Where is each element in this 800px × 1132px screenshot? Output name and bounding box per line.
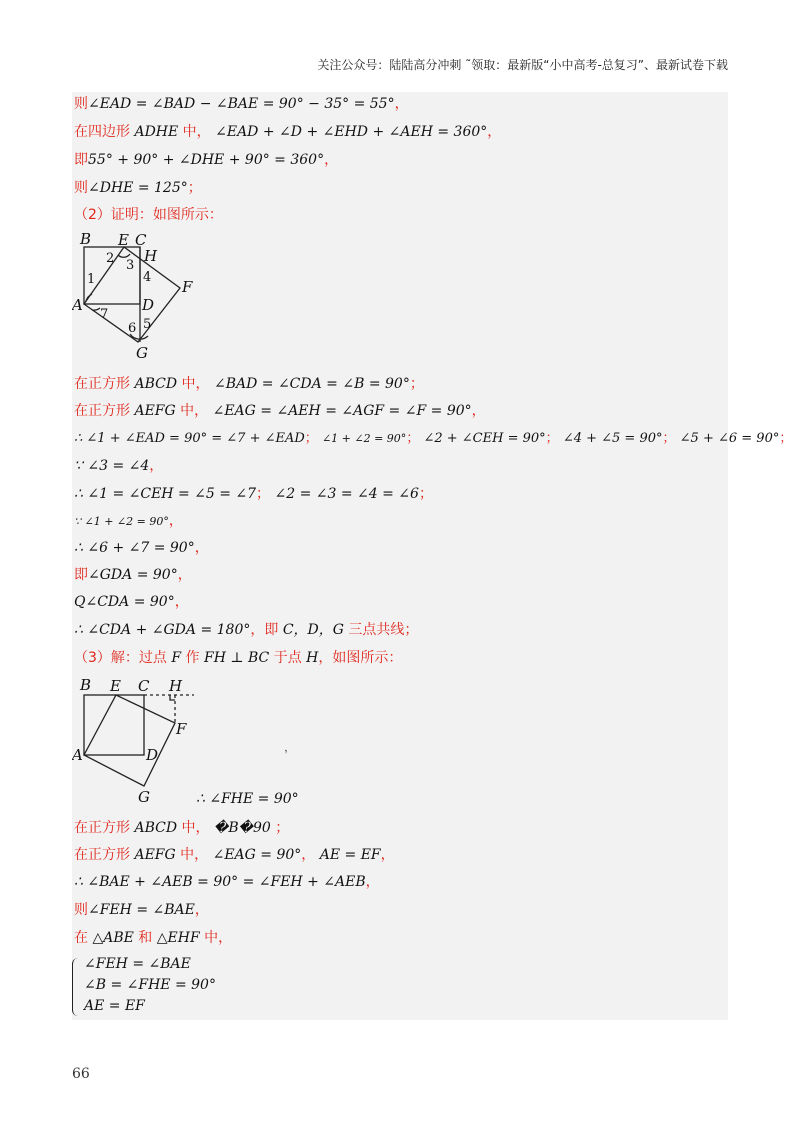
solution-line — [74, 900, 209, 920]
solution-line — [74, 122, 501, 142]
system-line: ∠FEH = ∠BAE — [84, 956, 191, 972]
solution-line — [74, 374, 424, 394]
text: ， — [194, 902, 209, 918]
label-e: E — [110, 677, 121, 695]
solution-line — [196, 789, 299, 809]
text: ， — [301, 847, 316, 863]
text: ， — [168, 513, 183, 529]
formula: ∴ ∠6 + ∠7 = 90° — [74, 540, 195, 556]
text: ； — [662, 431, 676, 446]
label-h: H — [144, 247, 158, 265]
text: 在正方形 — [74, 847, 130, 863]
label-f: F — [176, 720, 187, 738]
solution-line — [74, 429, 792, 449]
text: 中， — [180, 403, 209, 419]
formula: FH ⊥ BC — [204, 650, 270, 666]
text: ， — [394, 96, 409, 112]
text: （3）解：过点 — [74, 650, 167, 666]
formula: ∠5 + ∠6 = 90° — [679, 431, 780, 446]
solution-line — [74, 484, 433, 504]
text: ， — [177, 567, 192, 583]
formula: ∴ ∠1 + ∠EAD = 90° = ∠7 + ∠EAD — [74, 431, 305, 446]
solution-line — [74, 456, 163, 476]
system-brace — [72, 958, 79, 1016]
text: ， — [194, 540, 209, 556]
label-b: B — [80, 676, 92, 694]
text: ， — [324, 152, 339, 168]
text: 在四边形 — [74, 124, 130, 140]
solution-line — [74, 150, 338, 170]
formula: ABCD — [134, 820, 178, 836]
formula: △EHF — [156, 930, 200, 946]
formula: ∠BAD = ∠CDA = ∠B = 90° — [213, 376, 410, 392]
formula: AEFG — [134, 403, 176, 419]
formula: ∠GDA = 90° — [88, 567, 178, 583]
text: ，即 — [250, 622, 279, 638]
text: ， — [365, 874, 380, 890]
text: 在正方形 — [74, 376, 130, 392]
label-f: F — [182, 278, 193, 296]
text: 则 — [74, 96, 88, 112]
text: ， — [149, 458, 164, 474]
text: 则 — [74, 902, 88, 918]
text: ； — [187, 180, 202, 196]
formula: ∵ ∠1 + ∠2 = 90° — [74, 515, 169, 528]
formula: ∴ ∠1 = ∠CEH = ∠5 = ∠7 — [74, 486, 257, 502]
angle-4: 4 — [143, 270, 152, 285]
solution-line — [74, 620, 418, 640]
solution-line — [74, 401, 486, 421]
formula: ∴ ∠FHE = 90° — [196, 791, 299, 807]
system-line: AE = EF — [84, 998, 145, 1014]
solution-line — [74, 818, 289, 838]
part-3-heading — [74, 648, 402, 668]
system-line: ∠B = ∠FHE = 90° — [84, 977, 216, 993]
label-d: D — [146, 746, 159, 764]
stray-mark: ， — [284, 740, 297, 754]
angle-arc — [92, 308, 100, 310]
text: 中， — [182, 124, 211, 140]
proof-figure-2 — [72, 676, 202, 808]
label-d: D — [142, 296, 155, 314]
formula: C，D，G — [282, 622, 344, 638]
text: ； — [409, 376, 424, 392]
formula: ADHE — [134, 124, 179, 140]
text: ； — [256, 486, 271, 502]
text: ， — [380, 847, 395, 863]
label-c: C — [135, 231, 147, 249]
formula: ∠2 + ∠CEH = 90° — [423, 431, 546, 446]
text: ； — [275, 820, 290, 836]
label-g: G — [138, 788, 150, 806]
text: 即 — [74, 152, 88, 168]
label-a: A — [72, 746, 83, 764]
text: 中， — [180, 847, 209, 863]
solution-line — [74, 845, 395, 865]
label-b: B — [80, 230, 92, 248]
formula: 55° + 90° + ∠DHE + 90° = 360° — [88, 152, 325, 168]
text: ； — [779, 431, 793, 446]
solution-line — [74, 592, 189, 612]
formula: H — [306, 650, 319, 666]
solution-line — [74, 511, 183, 532]
label-h: H — [169, 677, 183, 695]
proof-figure-1 — [72, 228, 212, 366]
formula: ∠EAG = ∠AEH = ∠AGF = ∠F = 90° — [212, 403, 472, 419]
formula: ∵ ∠3 = ∠4 — [74, 458, 150, 474]
text: ； — [545, 431, 559, 446]
text: 于点 — [273, 650, 302, 666]
formula: ∠1 + ∠2 = 90° — [321, 432, 407, 445]
solution-line — [74, 178, 202, 198]
text: 三点共线； — [348, 622, 419, 638]
formula: ∴ ∠BAE + ∠AEB = 90° = ∠FEH + ∠AEB — [74, 874, 366, 890]
formula: AE = EF — [319, 847, 381, 863]
formula: ∠2 = ∠3 = ∠4 = ∠6 — [274, 486, 419, 502]
formula: ∠FEH = ∠BAE — [88, 902, 195, 918]
solution-line — [74, 565, 192, 585]
formula: F — [171, 650, 182, 666]
text: ； — [304, 431, 318, 446]
text: ，如图所示： — [318, 650, 403, 666]
angle-arc — [118, 254, 130, 257]
text: 中， — [181, 820, 210, 836]
text: 则 — [74, 180, 88, 196]
text: 中， — [204, 930, 233, 946]
text: 中， — [181, 376, 210, 392]
text: ， — [487, 124, 502, 140]
angle-2: 2 — [106, 251, 115, 266]
text: 即 — [74, 567, 88, 583]
label-a: A — [72, 296, 83, 314]
formula: ∠4 + ∠5 = 90° — [562, 431, 663, 446]
formula: �B�90 — [213, 820, 271, 836]
solution-line — [74, 538, 209, 558]
solution-line — [74, 928, 232, 948]
formula: ABCD — [134, 376, 178, 392]
text: 在正方形 — [74, 403, 130, 419]
angle-5: 5 — [143, 317, 152, 332]
label-c: C — [138, 677, 150, 695]
page-header: 关注公众号：陆陆高分冲刺 ˜领取：最新版“小中高考-总复习”、最新试卷下载 — [317, 58, 728, 72]
text: 在 — [74, 930, 88, 946]
text: ； — [406, 431, 420, 446]
formula: △ABE — [92, 930, 134, 946]
page-number: 66 — [72, 1066, 90, 1082]
text: 作 — [185, 650, 200, 666]
part-2-heading: （2）证明：如图所示： — [74, 207, 223, 223]
square-aefg — [84, 695, 175, 786]
formula: ∠DHE = 125° — [88, 180, 188, 196]
text: ； — [418, 486, 433, 502]
text: 在正方形 — [74, 820, 130, 836]
text: 和 — [138, 930, 153, 946]
formula: ∠EAD + ∠D + ∠EHD + ∠AEH = 360° — [215, 124, 488, 140]
text: ， — [174, 594, 189, 610]
right-angle-mark — [170, 695, 175, 700]
formula: AEFG — [134, 847, 176, 863]
label-e: E — [118, 231, 129, 249]
solution-line — [74, 872, 380, 892]
angle-7: 7 — [100, 307, 109, 322]
angle-3: 3 — [126, 258, 135, 273]
solution-line — [74, 94, 409, 114]
formula: ∠EAD = ∠BAD − ∠BAE = 90° − 35° = 55° — [88, 96, 395, 112]
angle-6: 6 — [128, 321, 137, 336]
text: ， — [471, 403, 486, 419]
formula: ∠EAG = 90° — [212, 847, 302, 863]
formula: Q∠CDA = 90° — [74, 594, 175, 610]
angle-1: 1 — [87, 272, 96, 287]
formula: ∴ ∠CDA + ∠GDA = 180° — [74, 622, 251, 638]
label-g: G — [136, 344, 148, 362]
